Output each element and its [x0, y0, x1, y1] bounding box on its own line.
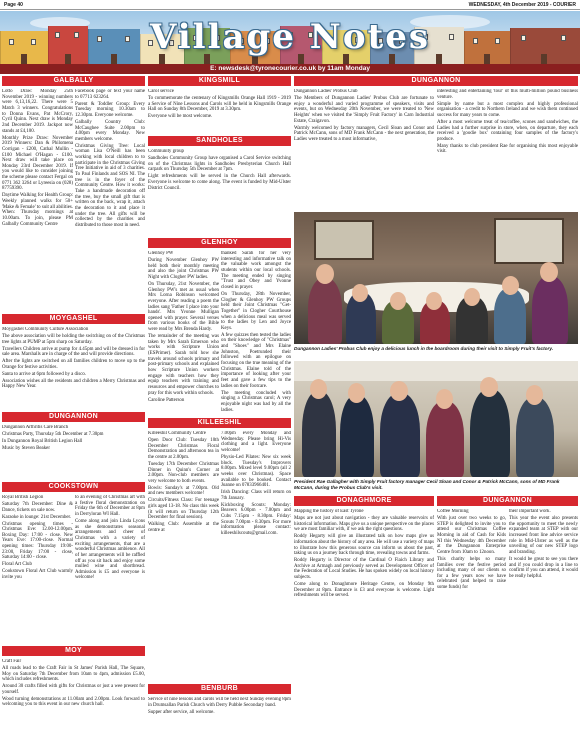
paragraph: Karaoke in lounge: 21st December. [2, 514, 72, 520]
paragraph: Wood turning demonstrations at 11.00am and 2.00pm. Look forward to welcoming you to this event in our new church hall. [2, 696, 145, 708]
moy-text [2, 659, 145, 735]
paragraph: A few quizzes then tested the ladies on their knowledge of "Christmas" and "Shoes" and Mrs Elaine Johnston, Poetrunded their followed with an epilogue on focusing on the true meaning of the Christmas. Elaine told of the importance of looking after your feet and gave a few tips to the ladies on their footcare. [221, 332, 291, 389]
photo-caption-lunch: Dungannon Ladies' Probus Club enjoy a delicious lunch in the boardroom during their visit to Simply Fruit's factory. [294, 346, 554, 351]
paragraph: Around 30 crafts filled with gifts for Christmas or just a wee present for yourself. [2, 684, 145, 695]
paragraph: The remainder of the meeting was taken by Mrs Sarah Emerson who works with Scripture Union (ESPrimer). Sarah told how she travels around schools primary and post-primary schools and explained how Scripture Union workers engage with teachers how they equip teachers with training and resources and empower churches to pray for this work within schools. [148, 334, 219, 396]
killeeshil-column-2 [221, 431, 291, 681]
paragraph: The above association will be holding the switching on of the Christmas tree lights at PUMP at 5pm sharp on Saturday. [2, 333, 145, 345]
section-head-galbally: GALBALLY [2, 76, 145, 86]
paragraph: Moygashel Community Culture Association [2, 327, 89, 332]
newsdesk-email: E: newsdesk@tyronecourier.co.uk by 11am Monday [0, 64, 580, 74]
paragraph: Killeeshil Community Centre [148, 431, 206, 436]
photo-probus-lunch [294, 212, 578, 344]
banner-title: Village Notes [149, 17, 431, 57]
galbally-column-2 [75, 89, 145, 311]
paragraph: This year the event also presents the opportunity to meet the newly expanded team at STEP with our increased front line advice service role in Mid-Ulster as well as the unveiling of our new STEP logo and branding. [509, 515, 578, 555]
paragraph: Christmas Party, Thursday 5th December at 7.30pm [2, 431, 104, 437]
paragraph: Santa to arrive at 6pm followed by a disco. [2, 371, 87, 377]
paragraph: Dungannon Ladies' Probus Club [294, 89, 358, 94]
glenhoy-column-2 [221, 251, 291, 415]
photo-caption-group: President Rae Gallagher with Simply Fruit factory manager Cecil Sloan and Conor & Patrick McCann, sons of MD Frank McCann, during the Probus Club's visit. [294, 479, 560, 490]
banner [0, 11, 580, 74]
paragraph: their important work. [509, 509, 551, 514]
paragraph: After the lights are switched on all families children to move up to the Orange for festive activities. [2, 359, 145, 370]
paragraph: Carol service [148, 89, 174, 94]
paragraph: Music by Steven Beaker [2, 445, 50, 451]
paragraph: Tuesday 17th December Christmas Dinner in Quinn's Corner at 2.00pm. Non-club members are very welcome to both events. [148, 461, 219, 484]
probus-column-2 [437, 89, 578, 209]
paragraph: Come along to Donaghmore Heritage Centre, on Monday 9th December at 8pm. Entrance is £3 and everyone is welcome. Light refreshments will be served. [294, 582, 434, 599]
paragraph: Travellers Children arrive at pump for 4.45pm and will be dressed in for sale area. Marshalls are in charge of the and will provide directions. [2, 346, 145, 358]
page-header [0, 0, 580, 10]
cookstown-column-2 [75, 495, 145, 643]
paragraph: thanked Sarah for her very interesting and informative talk on the valuable work amongst the students within our local schools. The meeting ended by singing "Trust and Obey and Yvonne closed in prayer. [221, 251, 291, 290]
paragraph: Daytime Walking for Health Group: Weekly planned walks for 50+ 'Make & Female' to suit all abilities. When: Thursday mornings at 10.00am. To join, please PM Galbally Community Centre [2, 193, 73, 227]
paragraph: During November Glenhoy PW held both their monthly meeting and also the joint Christmas PW Night with Clogher PW ladies. [148, 257, 219, 280]
paragraph: Saturday 7th December: Dine & Dance, tickets on sale now. [2, 501, 73, 513]
paragraph: Light refreshments will be served in the Church Hall afterwards. Everyone is welcome to come along. The event is funded by Mid-Ulster District Council. [148, 174, 291, 191]
paragraph: Mapping the history of East Tyrone [294, 509, 364, 514]
paragraph: Cookstown Floral Art Club warmly invite you [2, 569, 73, 581]
paragraph: Roddy Hegarty is Director of the Cardinal O Fiaich Library and Archive at Armagh and previously served as Development Officer of the Federation of Local Studies. He has spoken widely on local history subjects. [294, 558, 434, 581]
kingsmill-text [148, 89, 291, 133]
page-number: Page 40 [4, 2, 23, 8]
paragraph: Lotto Draw: Monday 25th November 2019 - winning numbers were 6,13,16,22. There were 5 Match 3 winners. Congratulations to Donna Evans, Pat McCrory, Cyril Quinn. Next draw is Monday 2nd December 2019. Jackpot now stands at £4,100. [2, 89, 73, 134]
paragraph: Parent & Toddler Group: Every Tuesday morning 10.30am to 12.30pm. Everyone welcome. [75, 101, 145, 118]
killeeshil-column-1 [148, 431, 219, 681]
paragraph: To commemorate the centenary of Kingsmills Orange Hall 1919 - 2019 a Service of Nine Lessons and Carols will be held in Kingsmills Orange Hall on Sunday 8th December, 2019 at 3.30pm. [148, 95, 291, 113]
section-head-moygashel: MOYGASHEL [2, 314, 145, 324]
donaghmore-text [294, 509, 434, 735]
ceiling [294, 361, 578, 381]
sandholes-text [148, 149, 291, 235]
paragraph: Supper after service, all welcome. [148, 709, 215, 715]
paragraph: Facebook page or text your name to 07713 623264. [75, 89, 145, 100]
paragraph: Walking Club: Assemble at the centre at [148, 522, 219, 533]
paragraph: Association wishes all the residents and children a Merry Christmas and Happy New Year. [2, 378, 145, 390]
paragraph: 7.00pm every Monday and Wednesday. Please bring Hi-Vis clothing and a light. Everyone welcome! [221, 431, 291, 453]
section-head-benburb: BENBURB [148, 684, 291, 694]
paragraph: The meeting concluded with singing a Christmas carol; A very enjoyable night was had by all the ladies. [221, 390, 291, 413]
paragraph: On Thursday, 28th November, Clogher & Glenhoy PW Groups held their Joint Christmas "Get-Together" in Clogher Courthouse when a delicious meal was served to the ladies by Len and Joyce Keys. [221, 291, 291, 331]
wall-picture [314, 220, 374, 260]
section-head-sandholes: SANDHOLES [148, 136, 291, 146]
paragraph: Roddy Hegarty will give an illustrated talk on how maps give us information about the history of any area. He will use a variety of maps to illustrate how this generous source can inform us about the past, taking us on a journey back through time, revealing towns and farms. [294, 534, 434, 557]
paragraph: Circuits/Fitness Class: For teenage girls aged 13-18. No class this week (it will return on Thursday 12th December for final session). [148, 498, 219, 521]
wall-picture [494, 218, 564, 264]
paragraph: Maps are not just about navigation - they are valuable reservoirs of historical information. Maps give us a unique perspective on the places we are most familiar with, if we ask the right questions. [294, 515, 434, 533]
cookstown-column-1 [2, 495, 73, 643]
glenhoy-column-1 [148, 251, 219, 415]
paragraph: Christmas Giving Tree: Local woman Lisa O'Neill has been working with local children to to participate in the Christmas Giving Tree Initiative in aid of 3 charities. To Paul Finlands and SOS NI. The tree is in the foyer of the Community Centre. How it works: Take a handmade decoration off the tree, buy the small gift that is written on the back, wrap it, attach the decoration to it and place it under the tree. All gifts will be collected by the charities and distributed to those most in need. [75, 143, 145, 228]
paragraph: Physio-Led Pilates: New six week block. Tuesday's Improvers 8.00pm. Mixed level 9.00pm (all 2 weeks over Christmas). Space available to be booked. Contact Joanne on 07833966401. [221, 454, 291, 489]
paragraph: Irish Dancing: Class will return on 7th January. [221, 490, 291, 501]
section-head-glenhoy: GLENHOY [148, 238, 291, 248]
paragraph: Simple by name but a most complex and highly professional organisation - a credit to Northern Ireland and we wish them continued success for many years to come. [437, 101, 578, 118]
paragraph: Craft Fair [2, 659, 22, 664]
paragraph: Come along and join Linda Lyons as she demonstrates seasonal arrangements and cheer of Christmas with a variety of exciting arrangements, that are a wonderful Christmas ambience. All of her arrangements will be raffled off as you sit back and enjoy some mulled wine and shortbread. Admission is £5 and everyone is welcome! [75, 518, 145, 581]
paragraph: Dungannon Arthritis Care Branch [2, 425, 69, 430]
paragraph: Glenhoy PW [148, 251, 174, 256]
probus-column-1 [294, 89, 434, 209]
paragraph: The Members of Dungannon Ladies' Probus Club are fortunate to enjoy a wonderful and varied programme of speakers, visits and events, but on Wednesday 20th November, we were treated to 'New Heights' when we visited the 'Simply Fruit Factory' in Carn Industrial Estate, Craigavon. [294, 95, 434, 124]
paragraph: Coffee Morning [437, 509, 469, 514]
paragraph: Christmas opening times - Christmas Eve: 12.00-12.00pm. Boxing Day: 17:00 - close. New Years Eve: 17:00-close. Normal opening times: Thursday 19:00-23:00, Friday 17:00 - close, Saturday 14:00 - close. [2, 521, 73, 561]
section-head-dungannon-step: DUNGANNON [437, 496, 578, 506]
paragraph: All roads lead to the Craft Fair in St James' Parish Hall, The Square, Moy on Saturday 7th December from 10am to 4pm, admission £5.00, which includes refreshments. [2, 665, 145, 683]
section-head-dungannon-probus: DUNGANNON [294, 76, 578, 86]
paragraph: Royal British Legion [2, 495, 44, 500]
paragraph: This charity helps so many families over the festive period including many of our clients so for a few years now we have celebrated (and helped to raise some funds) for [437, 556, 506, 591]
paragraph: It would be great to see you there and if you could drop in a line to confirm if you can attend, it would be really helpful. [509, 556, 578, 579]
step-column-2 [509, 509, 578, 735]
section-head-moy: MOY [2, 646, 145, 656]
section-head-cookstown: COOKSTOWN [2, 482, 145, 492]
paragraph: After a most welcome treat of tea/coffee, scones and sandwiches, the Ladies had a further surprise in store, when, on departure, they each received a 'goodie box' containing four samples of the factory's produce. [437, 119, 578, 142]
paragraph: Kickboxing Scouts: Monday: Beavers 6.00pm - 7.00pm and Cubs 7.15pm - 8.30pm. Friday: Scouts 7.00pm - 8.30pm. For more information please contact: killeeshilscouts@gmail.com. [221, 502, 291, 537]
benburb-text [148, 697, 291, 735]
paragraph: Galbally Country Club: McCaughee Suite 2.00pm to 4.00pm every Monday. New members welcome. [75, 119, 145, 142]
section-head-donaghmore: DONAGHMORE [294, 496, 434, 506]
paragraph: Floral Art Club [2, 562, 32, 568]
paragraph: With just over two weeks to go, STEP is delighted to invite you to attend our Christmas Coffee Morning in aid of Cash for Kids NI this Wednesday 4th December at the Dungannon Enterprise Centre from 10am to 12noon. [437, 515, 506, 555]
section-head-killeeshil: KILLEESHIL [148, 418, 291, 428]
dungannon-arthritis-text [2, 425, 145, 479]
paragraph: In Dungannon Royal British Legion Hall [2, 438, 83, 444]
paragraph: Warmly welcomed by factory managers, Cecil Sloan and Conor and Patrick McCann, sons of MD Frank McCann - the next generation, the Ladies were treated to a most informative, [294, 125, 434, 142]
paragraph: to an evening of Christmas art with a festive floral demonstration on Friday the 6th of December at 8pm in Derryloran WI Hall. [75, 495, 145, 517]
paragraph: Many thanks to club president Rae for organising this most enjoyable visit. [437, 143, 578, 155]
paragraph: Everyone will be most welcome. [148, 114, 213, 120]
paragraph: Open Door Club: Tuesday 10th December Christmas Floral Demonstration and afternoon tea in the centre at 2.00pm. [148, 437, 219, 460]
paragraph: Sandholes Community Group have organised a Carol Service switching on of the Christmas lights in Sandholes Presbyterian Church Hall carpark on Thursday 5th December at 7pm. [148, 155, 291, 173]
paragraph: Community group [148, 149, 185, 154]
paragraph: On Thursday, 21st November, the Glenhoy PW's met as usual when Mrs Lorna Robinson welcomed everyone. After reading a poem the ladies sang 'Father I place into your hands'. Mrs Yvonne Mulligan opened with prayer. Several verses from various books of the Bible were read by Mrs Brenda Hardy. [148, 281, 219, 333]
issue-date: WEDNESDAY, 4th December 2019 - COURIER [468, 2, 576, 8]
paragraph: Service of nine lessons and carols will be held next Sunday evening 8pm in Drumsallan Parish Church with Derry Pubble Secondary band. [148, 697, 291, 708]
paragraph: Caroline Patterson [148, 397, 185, 403]
step-column-1 [437, 509, 506, 735]
paragraph: Bowls: Sunday's at 7.00pm. Old and new members welcome! [148, 485, 219, 497]
paragraph: Monthly Prize Draw: November 2019 Winners: Dan & Philomena Corrigan - £200, Cathal Mullin - £100 Michael O'Hagan - £100. Next draw will take place on Monday 23rd December 2019. If you would like to consider joining the scheme please contact Fergal on 0771 362 3264 or Lyreesia on (028) 87759390. [2, 135, 73, 192]
galbally-column-1 [2, 89, 73, 311]
paragraph: interesting and entertaining 'tour' of this multi-million pound business venture. [437, 89, 578, 100]
section-head-dungannon: DUNGANNON [2, 412, 145, 422]
moygashel-text [2, 327, 145, 409]
photo-probus-group [294, 361, 578, 477]
section-head-kingsmill: KINGSMILL [148, 76, 291, 86]
